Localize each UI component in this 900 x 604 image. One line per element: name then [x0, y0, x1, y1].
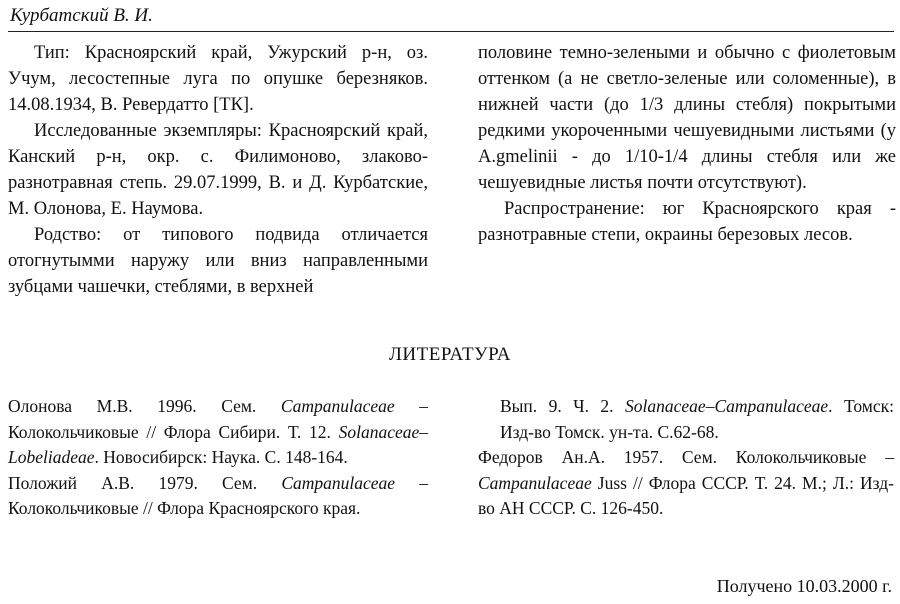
- running-header-author: Курбатский В. И.: [10, 5, 153, 26]
- reference-olonova: [8, 394, 428, 471]
- ref-text: . Новосибирск: Наука. С. 148-164.: [94, 447, 348, 467]
- ref-taxon: Solanaceae–Lobeliadeae: [8, 421, 428, 467]
- reference-polozhiy-continued: [478, 394, 894, 445]
- references-title: ЛИТЕРАТУРА: [389, 344, 511, 365]
- continuation-paragraph: половине темно-зелеными и обычно с фиолетовым оттенком (а не светло-зеленые или соломенные), в нижней части (до 1/3 длины стебля) покрытыми редкими укороченными чешуевидными листьями (у A.gmelinii - до 1/10-1/4 длины стебля или же чешуевидные листья почти отсутствуют).: [478, 43, 896, 193]
- ref-text: – Колокольчиковые // Флора Сибири. Т. 12.: [8, 396, 429, 442]
- affinity-paragraph: Родство: от типового подвида отличается отогнутымми наружу или вниз направленными зубцами чашечки, стеблями, в верхней: [8, 225, 428, 297]
- distribution-paragraph: Распространение: юг Красноярского края - разнотравные степи, окраины березовых лесов.: [478, 199, 896, 245]
- right-text-column: [478, 40, 896, 248]
- ref-text: Juss // Флора СССР. Т. 24. М.; Л.: Изд-во АН СССР. С. 126-450.: [478, 472, 894, 518]
- ref-text: Положий А.В. 1979. Сем.: [8, 472, 282, 493]
- ref-text: Федоров Ан.А. 1957. Сем. Колокольчиковые –: [478, 447, 894, 467]
- ref-text: . Томск: Изд-во Томск. ун-та. С.62-68.: [500, 396, 895, 442]
- reference-fedorov: [478, 445, 894, 522]
- ref-text: Олонова М.В. 1996. Сем.: [8, 396, 281, 416]
- ref-taxon: Campanulaceae: [478, 472, 592, 493]
- type-paragraph: Тип: Красноярский край, Ужурский р-н, оз. Учум, лесостепные луга по опушке березняков. 14.08.1934, В. Ревердатто [ТК].: [8, 43, 428, 115]
- examined-specimens-paragraph: Исследованные экземпляры: Красноярский край, Канский р-н, окр. с. Филимоново, злаково-разнотравная степь. 29.07.1999, В. и Д. Курбатские, М. Олонова, Е. Наумова.: [8, 121, 428, 219]
- references-left-column: [8, 394, 428, 522]
- ref-taxon: Campanulaceae: [280, 396, 395, 416]
- left-text-column: [8, 40, 428, 300]
- ref-taxon: Solanaceae–Campanulaceae: [625, 396, 829, 416]
- ref-text: – Колокольчиковые // Флора Красноярского края.: [8, 472, 428, 518]
- ref-text: Вып. 9. Ч. 2.: [500, 396, 626, 416]
- references-right-column: [478, 394, 894, 522]
- header-rule: [8, 31, 894, 32]
- received-date: Получено 10.03.2000 г.: [716, 576, 892, 596]
- reference-polozhiy: [8, 471, 428, 522]
- ref-taxon: Campanulaceae: [281, 472, 396, 493]
